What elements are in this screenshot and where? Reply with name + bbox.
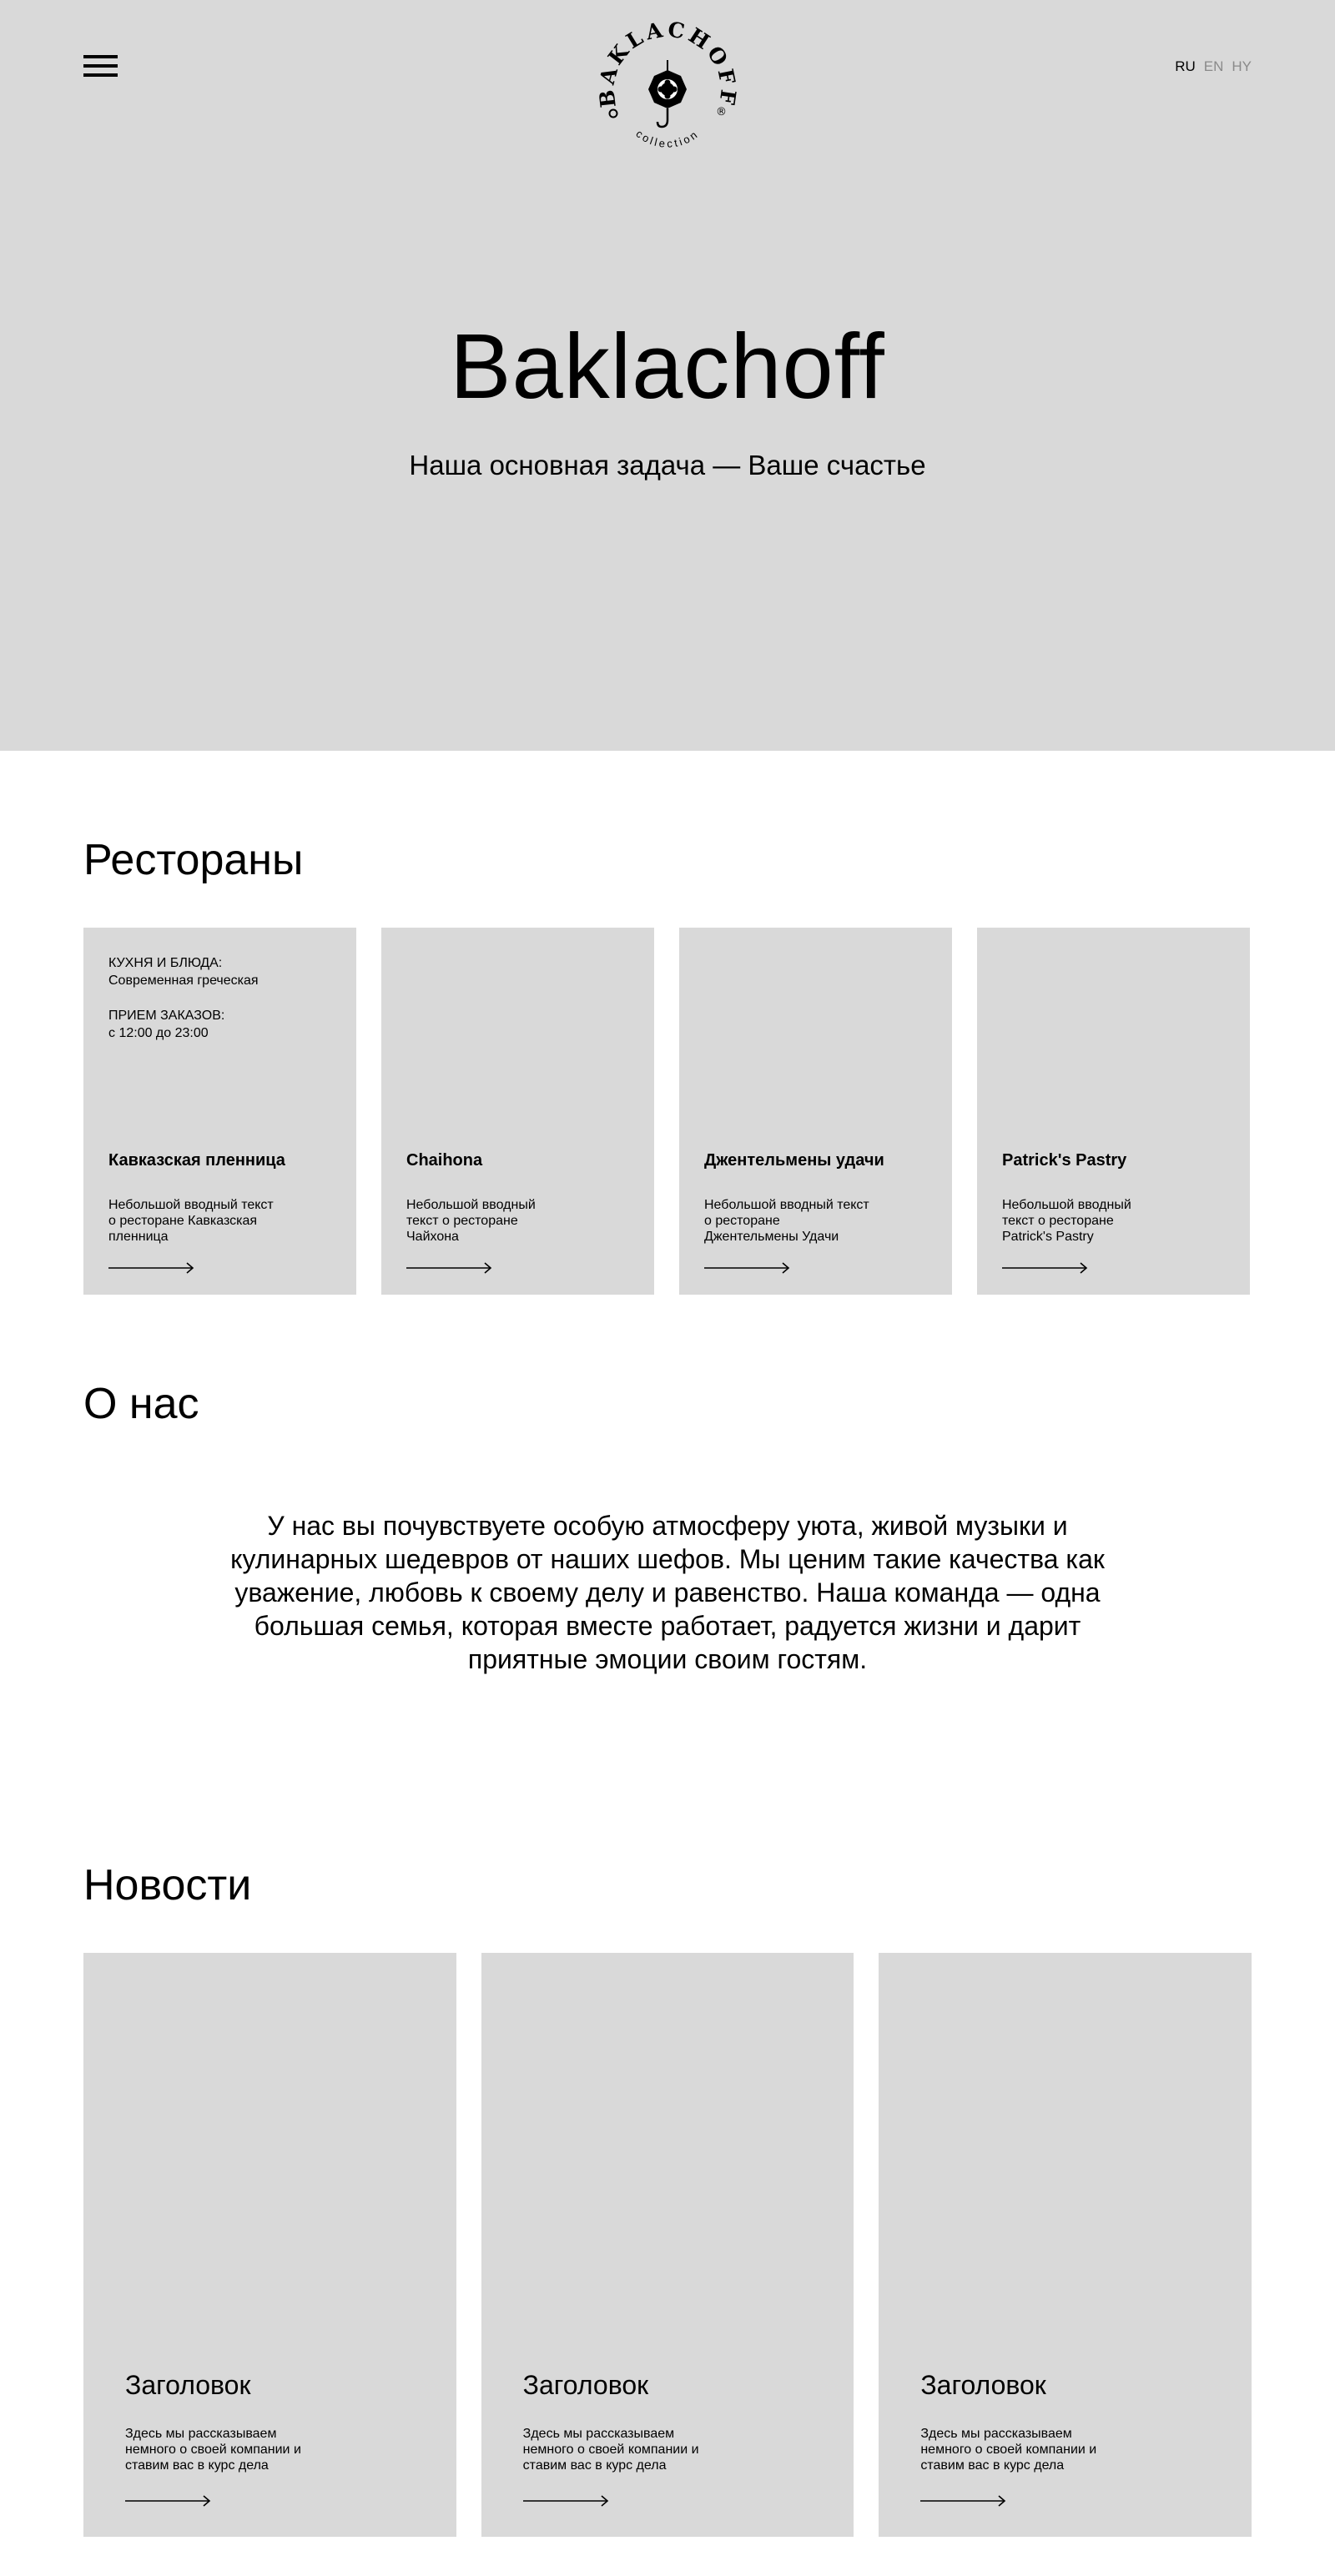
hamburger-menu-icon[interactable] <box>83 55 118 77</box>
orders-value: с 12:00 до 23:00 <box>108 1026 209 1040</box>
logo-wordmark: BAKLACHOFF <box>594 17 741 110</box>
cuisine-label: КУХНЯ И БЛЮДА: <box>108 956 223 970</box>
restaurant-description: Небольшой вводный текст о ресторане Кавказская пленница <box>108 1198 274 1244</box>
svg-text:collection <box>633 127 701 149</box>
baklachoff-logo[interactable] <box>594 17 741 158</box>
news-card-title: Заголовок <box>920 2370 1046 2400</box>
restaurant-name: Кавказская пленница <box>108 1151 285 1170</box>
restaurant-name: Chaihona <box>406 1151 483 1170</box>
restaurant-name: Джентельмены удачи <box>704 1151 884 1170</box>
restaurant-card-dzhentelmeny[interactable] <box>679 928 952 1295</box>
umbrella-emblem-icon <box>648 60 687 127</box>
arrow-right-icon[interactable] <box>406 1262 493 1274</box>
restaurant-info <box>108 954 259 1059</box>
news-card[interactable] <box>879 1953 1252 2537</box>
arrow-right-icon[interactable] <box>125 2495 212 2507</box>
news-card[interactable] <box>83 1953 456 2537</box>
lang-en[interactable]: EN <box>1203 58 1224 74</box>
restaurant-card-patricks-pastry[interactable] <box>977 928 1250 1295</box>
news-card-title: Заголовок <box>125 2370 251 2400</box>
news-card-title: Заголовок <box>522 2370 649 2400</box>
logo-subtitle: collection <box>633 127 702 150</box>
news-card[interactable] <box>481 1953 854 2537</box>
news-title: Новости <box>83 1861 252 1909</box>
restaurants-title: Рестораны <box>83 836 304 884</box>
arrow-right-icon[interactable] <box>1002 1262 1089 1274</box>
arrow-right-icon[interactable] <box>920 2495 1007 2507</box>
hero-subtitle: Наша основная задача — Ваше счастье <box>409 450 926 480</box>
hero-section <box>0 0 1335 751</box>
news-grid <box>0 1953 1335 2537</box>
news-card-description: Здесь мы рассказываем немного о своей компании и ставим вас в курс дела <box>920 2427 1097 2473</box>
hero-title: Baklachoff <box>450 315 885 418</box>
restaurants-grid <box>0 928 1335 1295</box>
arrow-right-icon[interactable] <box>704 1262 791 1274</box>
arrow-right-icon[interactable] <box>523 2495 610 2507</box>
arrow-right-icon[interactable] <box>108 1262 195 1274</box>
about-text: У нас вы почувствуете особую атмосферу уюта, живой музыки и кулинарных шедевров от наших шефов. Мы ценим такие качества как уважение, любовь к своему делу и равенство. Наша команда — одна большая семья, которая вместе работает, радуется жизни и дарит приятные эмоции своим гостям. <box>230 1511 1105 1674</box>
news-card-description: Здесь мы рассказываем немного о своей компании и ставим вас в курс дела <box>125 2427 301 2473</box>
logo-registered-mark: ® <box>716 106 727 118</box>
restaurant-description: Небольшой вводный текст о ресторане Patrick's Pastry <box>1002 1198 1131 1244</box>
restaurants-section <box>0 751 1335 1295</box>
news-card-description: Здесь мы рассказываем немного о своей компании и ставим вас в курс дела <box>522 2427 699 2473</box>
news-section <box>0 1676 1335 2548</box>
orders-label: ПРИЕМ ЗАКАЗОВ: <box>108 1009 225 1023</box>
lang-ru[interactable]: RU <box>1175 58 1196 74</box>
language-switcher <box>1175 58 1252 75</box>
restaurant-name: Patrick's Pastry <box>1002 1151 1127 1170</box>
restaurant-description: Небольшой вводный текст о ресторане Чайхона <box>406 1198 536 1244</box>
about-section <box>0 1295 1335 1676</box>
lang-hy[interactable]: HY <box>1232 58 1252 74</box>
restaurant-card-kavkazskaya[interactable] <box>83 928 356 1295</box>
cuisine-value: Современная греческая <box>108 974 259 988</box>
restaurant-card-chaihona[interactable] <box>381 928 654 1295</box>
about-title: О нас <box>83 1380 199 1428</box>
restaurant-description: Небольшой вводный текст о ресторане Джентельмены Удачи <box>704 1198 869 1244</box>
